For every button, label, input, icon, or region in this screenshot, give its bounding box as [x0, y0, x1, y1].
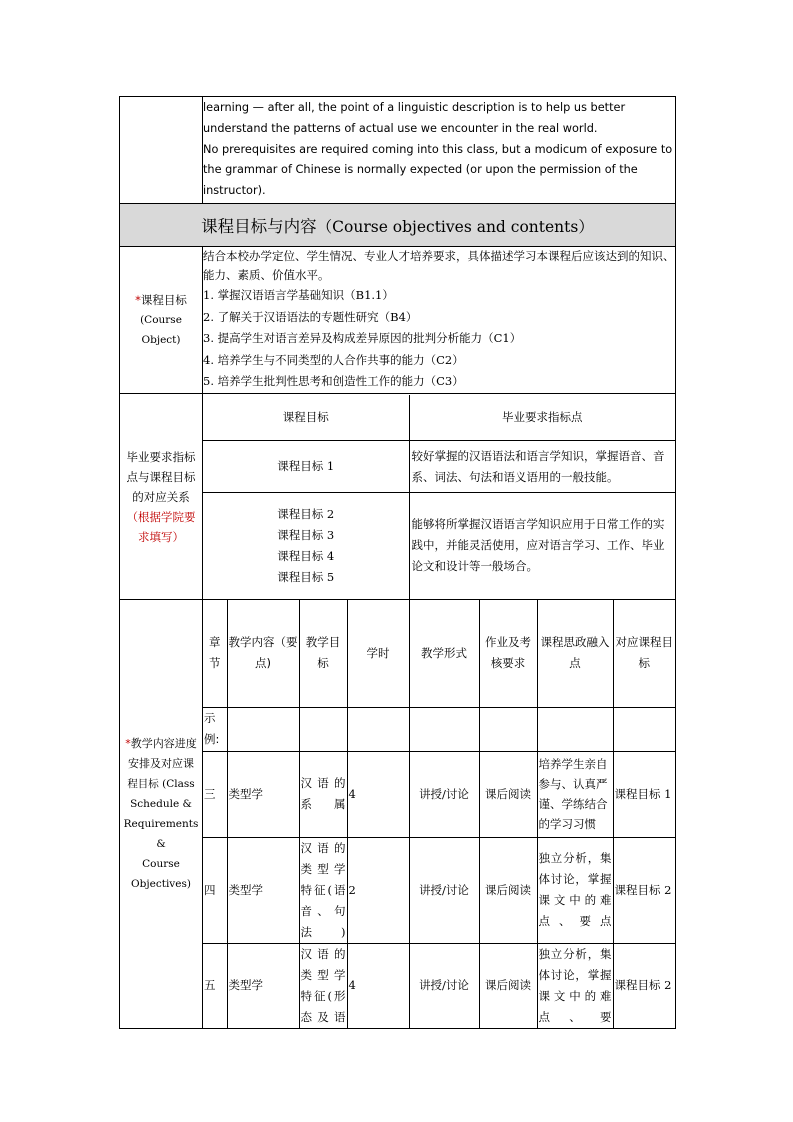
mapping-header-objective: 课程目标 — [203, 395, 409, 441]
schedule-ideology: 培养学生亲自参与、认真严谨、学练结合的学习习惯 — [537, 751, 613, 837]
schedule-example-label: 示例: — [203, 707, 227, 751]
section-heading-en: （Course objectives and contents） — [316, 218, 594, 236]
schedule-content: 类型学 — [227, 943, 299, 1028]
mapping-header-row — [203, 395, 675, 441]
schedule-row-3 — [203, 751, 675, 837]
schedule-form: 讲授/讨论 — [409, 943, 479, 1028]
mapping-objective-text: 课程目标 4 — [277, 548, 335, 563]
table-cell — [537, 707, 613, 751]
schedule-homework: 课后阅读 — [479, 837, 537, 943]
schedule-header-objective: 对应课程目标 — [613, 600, 675, 707]
intro-line: the grammar of Chinese is normally expected (or upon the permission of the — [203, 163, 638, 177]
mapping-objective-text: 课程目标 3 — [277, 527, 335, 542]
schedule-ideology: 独立分析，集体讨论，掌握课文中的难点、要 — [537, 943, 613, 1028]
schedule-header-content: 教学内容（要点) — [227, 600, 299, 707]
course-object-item: 5. 培养学生批判性思考和创造性工作的能力（C3） — [203, 374, 464, 389]
schedule-label-cell — [120, 600, 203, 1029]
mapping-label-line: 点与课程目标 — [126, 469, 196, 484]
schedule-header-chapter: 章节 — [203, 600, 227, 707]
mapping-row-2 — [203, 493, 675, 599]
mapping-indicator-2: 能够将所掌握汉语语言学知识应用于日常工作的实践中，并能灵活使用，应对语言学习、工作、毕业论文和设计等一般场合。 — [409, 493, 675, 599]
schedule-hours: 4 — [347, 751, 409, 837]
schedule-chapter: 三 — [203, 751, 227, 837]
schedule-row-4 — [203, 837, 675, 943]
schedule-header-hours: 学时 — [347, 600, 409, 707]
course-object-content — [203, 247, 676, 394]
intro-line: instructor). — [203, 184, 266, 198]
mapping-row — [120, 394, 676, 600]
mapping-table — [203, 395, 675, 599]
schedule-label-line: Schedule & — [130, 797, 192, 810]
mapping-objectives-2-5 — [203, 493, 409, 599]
intro-left-cell — [120, 97, 203, 204]
mapping-objective-text: 课程目标 2 — [277, 506, 335, 521]
table-cell — [347, 707, 409, 751]
schedule-label-line: 程目标 (Class — [127, 777, 195, 790]
course-object-label-cn: 课程目标 — [140, 293, 187, 307]
course-syllabus-table — [119, 96, 676, 1029]
schedule-content: 类型学 — [227, 751, 299, 837]
schedule-label-line: 安排及对应课 — [128, 756, 194, 770]
schedule-chapter: 五 — [203, 943, 227, 1028]
schedule-form: 讲授/讨论 — [409, 751, 479, 837]
intro-row — [120, 97, 676, 204]
schedule-header-form: 教学形式 — [409, 600, 479, 707]
schedule-hours: 4 — [347, 943, 409, 1028]
schedule-table — [203, 600, 675, 1028]
course-object-label-cell — [120, 247, 203, 394]
required-star: * — [135, 293, 141, 307]
schedule-label-line: Requirements & — [123, 817, 199, 850]
table-cell — [479, 707, 537, 751]
schedule-label-line: Objectives) — [131, 877, 191, 890]
schedule-label-line: Course — [142, 857, 180, 870]
schedule-form: 讲授/讨论 — [409, 837, 479, 943]
table-cell — [613, 707, 675, 751]
schedule-homework: 课后阅读 — [479, 751, 537, 837]
schedule-content: 类型学 — [227, 837, 299, 943]
mapping-note-line: 求填写） — [138, 529, 184, 544]
mapping-label-line: 毕业要求指标 — [126, 449, 196, 464]
intro-text-cell — [203, 97, 676, 204]
schedule-header-ideology: 课程思政融入点 — [537, 600, 613, 707]
mapping-note-line: （根据学院要 — [126, 509, 196, 524]
schedule-row-5 — [203, 943, 675, 1028]
schedule-header-row — [203, 600, 675, 707]
intro-line: learning — after all, the point of a linguistic description is to help us better — [203, 101, 626, 114]
schedule-hours: 2 — [347, 837, 409, 943]
section-heading-row — [120, 204, 676, 247]
section-heading-cn: 课程目标与内容 — [201, 217, 317, 236]
course-object-item: 3. 提高学生对语言差异及构成差异原因的批判分析能力（C1） — [203, 331, 522, 346]
mapping-inner-cell — [203, 394, 676, 600]
course-object-item: 2. 了解关于汉语语法的专题性研究（B4） — [203, 309, 418, 324]
intro-line: understand the patterns of actual use we encounter in the real world. — [203, 121, 598, 135]
course-object-label-en: (Course Object) — [140, 314, 182, 346]
schedule-header-goal: 教学目标 — [299, 600, 347, 707]
table-cell — [227, 707, 299, 751]
schedule-goal: 汉语的类型学特征(形态及语 — [299, 943, 347, 1028]
schedule-inner-cell — [203, 600, 676, 1029]
course-object-item: 4. 培养学生与不同类型的人合作共事的能力（C2） — [203, 352, 464, 367]
schedule-ideology: 独立分析，集体讨论，掌握课文中的难点、要点 — [537, 837, 613, 943]
mapping-indicator-1: 较好掌握的汉语语法和语言学知识，掌握语音、音系、词法、句法和语义语用的一般技能。 — [409, 441, 675, 493]
mapping-objective-text: 课程目标 1 — [277, 459, 335, 473]
schedule-example-row — [203, 707, 675, 751]
table-cell — [299, 707, 347, 751]
schedule-goal: 汉语的类型学特征(语音、句法) — [299, 837, 347, 943]
table-cell — [409, 707, 479, 751]
schedule-row — [120, 600, 676, 1029]
mapping-label-line: 的对应关系 — [132, 489, 190, 504]
schedule-chapter: 四 — [203, 837, 227, 943]
course-object-item: 1. 掌握汉语语言学基础知识（B1.1） — [203, 288, 394, 303]
schedule-objective: 课程目标 2 — [613, 837, 675, 943]
mapping-row-1 — [203, 441, 675, 493]
course-object-intro: 结合本校办学定位、学生情况、专业人才培养要求，具体描述学习本课程后应该达到的知识、能力、素质、价值水平。 — [203, 249, 675, 283]
mapping-label-cell — [120, 394, 203, 600]
schedule-goal: 汉语的系属 — [299, 751, 347, 837]
mapping-objective-text: 课程目标 5 — [277, 569, 335, 584]
schedule-label-line: 教学内容进度 — [130, 736, 197, 750]
required-star: * — [125, 736, 131, 750]
section-heading — [120, 204, 676, 247]
schedule-homework: 课后阅读 — [479, 943, 537, 1028]
intro-line: No prerequisites are required coming into this class, but a modicum of exposure to — [203, 142, 673, 156]
mapping-header-indicator: 毕业要求指标点 — [409, 395, 675, 441]
schedule-objective: 课程目标 1 — [613, 751, 675, 837]
schedule-header-homework: 作业及考核要求 — [479, 600, 537, 707]
course-object-row — [120, 247, 676, 394]
mapping-objective-1 — [203, 441, 409, 493]
schedule-objective: 课程目标 2 — [613, 943, 675, 1028]
